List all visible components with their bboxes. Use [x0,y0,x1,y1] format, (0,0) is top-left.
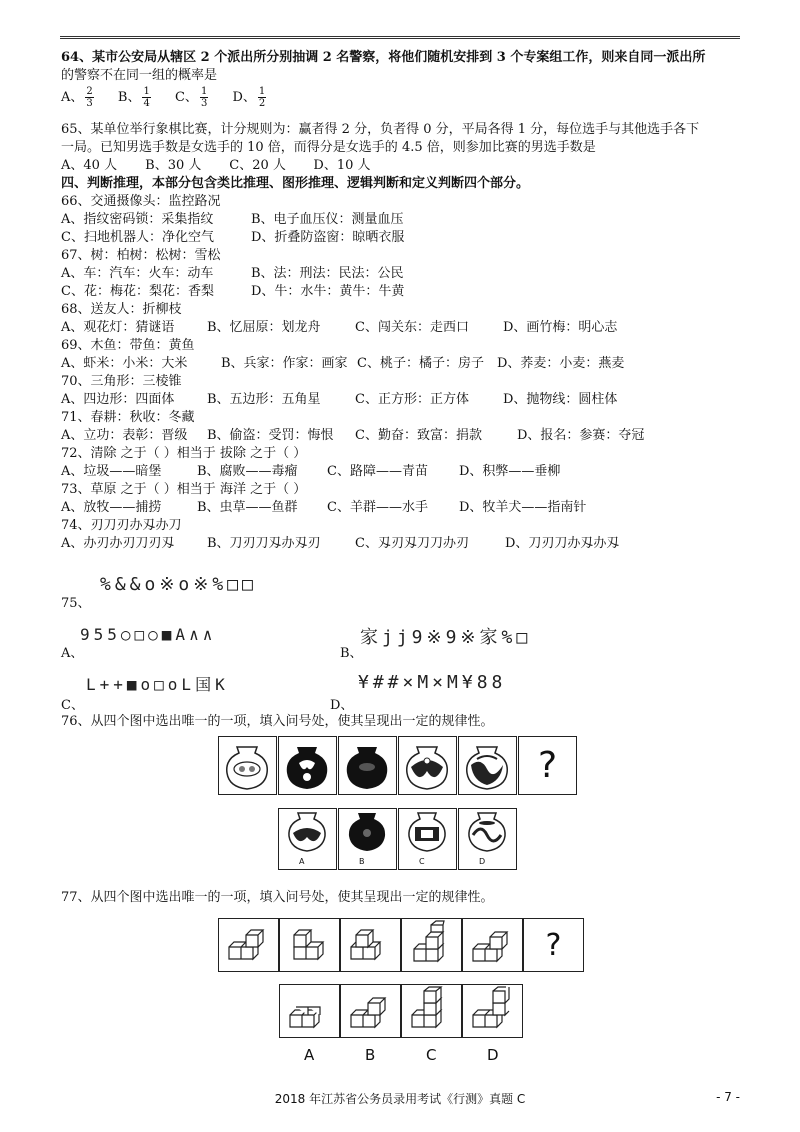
q76-figure-5 [458,736,517,795]
numerator: 1 [143,86,150,97]
q64-option-b[interactable] [118,86,153,109]
cube-stack-icon [463,985,521,1035]
q77-figure-4 [401,918,462,972]
denominator: 4 [143,98,150,109]
q65-option-c[interactable]: C、20 人 [229,158,286,173]
q70-options [61,392,617,408]
q72-stem: 72、清除 之于（ ）相当于 拔除 之于（ ） [61,446,307,461]
numerator: 1 [200,86,208,97]
q75-number: 75、 [61,596,91,611]
q77-option-d-label: D [487,1046,499,1064]
cube-stack-icon [463,919,521,969]
q74-option-b[interactable]: B、刀刃刀刄办刄刃 [207,536,321,551]
q75-option-a-label[interactable]: A、 [61,646,84,661]
q76-option-b[interactable] [338,808,397,870]
q69-option-a[interactable]: A、虾米：小米：大米 [61,356,188,371]
q65-option-d[interactable]: D、10 人 [313,158,371,173]
denominator: 3 [200,98,208,109]
q76-option-c[interactable] [398,808,457,870]
denominator: 3 [86,98,93,109]
page-number: - 7 - [716,1090,740,1104]
q73-option-d[interactable]: D、牧羊犬——指南针 [459,500,587,515]
q77-option-c-label: C [426,1046,437,1064]
q67-option-c[interactable]: C、花：梅花：梨花：香梨 [61,284,214,299]
q77-question-mark: ? [523,918,584,972]
q70-option-d[interactable]: D、抛物线：圆柱体 [503,392,618,407]
q68-stem: 68、送友人：折柳枝 [61,302,182,317]
q76-stem: 76、从四个图中选出唯一的一项，填入问号处，使其呈现出一定的规律性。 [61,714,494,729]
q76-figure-1 [218,736,277,795]
cube-stack-icon [402,985,460,1035]
q68-option-a[interactable]: A、观花灯：猜谜语 [61,320,175,335]
q71-option-b[interactable]: B、偷盗：受罚：悔恨 [207,428,334,443]
cube-stack-icon [402,919,460,969]
cube-stack-icon [219,919,277,969]
q66-option-c[interactable]: C、扫地机器人：净化空气 [61,230,214,245]
q64-option-b-label: B、 [117,90,141,105]
q64-option-d-label: D、 [232,90,256,105]
numerator: 2 [86,86,93,97]
q77-option-c[interactable] [401,984,462,1038]
q74-option-a[interactable]: A、办刃办刃刀刃刄 [61,536,175,551]
q72-option-d[interactable]: D、积弊——垂柳 [459,464,561,479]
q69-option-c[interactable]: C、桃子：橘子：房子 [357,356,484,371]
q69-option-b[interactable]: B、兵家：作家：画家 [221,356,348,371]
q69-stem: 69、木鱼：带鱼：黄鱼 [61,338,195,353]
q67-options-ab [61,266,404,282]
q75-option-c-glyphs[interactable]: L++■o□oL国K [86,675,229,694]
q64-option-a-fraction [85,86,93,109]
vase-icon [219,737,275,793]
q64-option-c-fraction [200,86,208,109]
numerator: 1 [258,86,266,97]
q74-option-c[interactable]: C、刄刃刄刀刀办刃 [355,536,469,551]
q76-option-d-label: D [479,857,486,866]
q64-line1: 64、某市公安局从辖区 2 个派出所分别抽调 2 名警察，将他们随机安排到 3 个专案组工作，则来自同一派出所 [61,50,706,65]
q64-option-b-fraction [142,86,150,109]
q65-line1: 65、某单位举行象棋比赛，计分规则为：赢者得 2 分，负者得 0 分，平局各得 1 分，每位选手与其他选手各下 [61,122,700,137]
q66-option-d[interactable]: D、折叠防盗窗：晾晒衣服 [251,230,405,245]
q67-options-cd [61,284,404,300]
q64-option-c-label: C、 [174,90,198,105]
q68-option-c[interactable]: C、闯关东：走西口 [355,320,469,335]
q75-option-a-glyphs[interactable]: 955○□○■A∧∧ [80,625,217,644]
q64-option-a-label: A、 [61,90,84,105]
q66-options-ab [61,212,404,228]
vase-icon [459,737,515,793]
vase-icon [339,737,395,793]
q64-option-a[interactable] [61,86,96,109]
q67-option-b[interactable]: B、法：刑法：民法：公民 [251,266,404,281]
q71-stem: 71、春耕：秋收：冬藏 [61,410,195,425]
q77-figure-2 [279,918,340,972]
q70-option-c[interactable]: C、正方形：正方体 [355,392,469,407]
footer-title: 2018 年江苏省公务员录用考试《行测》真题 C [274,1092,526,1106]
q67-stem: 67、树：柏树：松树：雪松 [61,248,221,263]
cube-stack-icon [280,985,338,1035]
q77-option-a-label: A [304,1046,315,1064]
q77-option-d[interactable] [462,984,523,1038]
q76-option-d[interactable] [458,808,517,870]
q72-option-c[interactable]: C、路障——青苗 [327,464,428,479]
cube-stack-icon [280,919,338,969]
q75-option-c-label[interactable]: C、 [61,698,84,713]
q73-option-b[interactable]: B、虫草——鱼群 [197,500,298,515]
q75-option-d-glyphs[interactable]: ¥##×M×M¥88 [358,672,507,693]
q70-option-a[interactable]: A、四边形：四面体 [61,392,175,407]
q67-option-d[interactable]: D、牛：水牛：黄牛：牛黄 [251,284,405,299]
q70-option-b[interactable]: B、五边形：五角星 [207,392,321,407]
q77-option-a[interactable] [279,984,340,1038]
q73-stem: 73、草原 之于（ ）相当于 海洋 之于（ ） [61,482,307,497]
q69-option-d[interactable]: D、荞麦：小麦：燕麦 [497,356,625,371]
denominator: 2 [258,98,266,109]
q74-stem: 74、刃刀刃办刄办刀 [61,518,182,533]
q77-figure-5 [462,918,523,972]
q76-figure-4 [398,736,457,795]
q64-option-c[interactable] [175,86,210,109]
q69-options [61,356,624,372]
q77-stem: 77、从四个图中选出唯一的一项，填入问号处，使其呈现出一定的规律性。 [61,890,494,905]
q64-option-d-fraction [258,86,266,109]
q65-options [61,158,371,174]
q75-option-b-glyphs[interactable]: 家jj9※9※家%□ [360,627,532,648]
q77-figure-1 [218,918,279,972]
q68-options [61,320,617,336]
q72-option-b[interactable]: B、腐败——毒瘤 [197,464,298,479]
section-heading: 四、判断推理，本部分包含类比推理、图形推理、逻辑判断和定义判断四个部分。 [61,176,530,191]
q72-option-a[interactable]: A、垃圾——暗堡 [61,464,162,479]
q76-option-b-label: B [359,857,365,866]
vase-icon [279,809,335,857]
q75-stem-glyphs: %&&o※o※%□□ [100,574,257,595]
q67-option-a[interactable]: A、车：汽车：火车：动车 [61,266,214,281]
q76-option-c-label: C [419,857,425,866]
q66-option-a[interactable]: A、指纹密码锁：采集指纹 [61,212,214,227]
q75-option-d-label[interactable]: D、 [330,698,354,713]
q68-option-b[interactable]: B、忆屈原：划龙舟 [207,320,321,335]
q77-option-b-label: B [365,1046,376,1064]
q73-option-c[interactable]: C、羊群——水手 [327,500,428,515]
vase-icon [459,809,515,857]
vase-icon [399,737,455,793]
q71-option-d[interactable]: D、报名：参赛：夺冠 [517,428,645,443]
q66-option-b[interactable]: B、电子血压仪：测量血压 [251,212,404,227]
q75-option-b-label[interactable]: B、 [340,646,363,661]
q71-option-c[interactable]: C、勤奋：致富：捐款 [355,428,482,443]
q64-option-d[interactable] [232,86,268,109]
q77-figure-3 [340,918,401,972]
header-rule [60,36,740,39]
q76-question-mark: ? [518,736,577,795]
q74-options [61,536,619,552]
q70-stem: 70、三角形：三棱锥 [61,374,182,389]
q64-options [61,86,268,109]
q76-option-a-label: A [299,857,305,866]
q64-line2: 的警察不在同一组的概率是 [61,68,218,83]
q71-option-a[interactable]: A、立功：表彰：晋级 [61,428,188,443]
q71-options [61,428,644,444]
vase-icon [339,809,395,857]
q76-figure-3 [338,736,397,795]
q66-stem: 66、交通摄像头：监控路况 [61,194,221,209]
cube-stack-icon [341,919,399,969]
q66-options-cd [61,230,404,246]
q77-option-b[interactable] [340,984,401,1038]
q65-line2: 一局。已知男选手数是女选手的 10 倍，而得分是女选手的 4.5 倍，则参加比赛的男选手数是 [61,140,596,155]
q74-option-d[interactable]: D、刀刃刀办刄办刄 [505,536,620,551]
q73-option-a[interactable]: A、放牧——捕捞 [61,500,162,515]
vase-icon [399,809,455,857]
vase-icon [279,737,335,793]
q72-options [61,464,560,480]
q65-option-b[interactable]: B、30 人 [145,158,202,173]
q73-options [61,500,586,516]
q68-option-d[interactable]: D、画竹梅：明心志 [503,320,618,335]
q65-option-a[interactable]: A、40 人 [61,158,118,173]
q76-option-a[interactable] [278,808,337,870]
cube-stack-icon [341,985,399,1035]
q76-figure-2 [278,736,337,795]
